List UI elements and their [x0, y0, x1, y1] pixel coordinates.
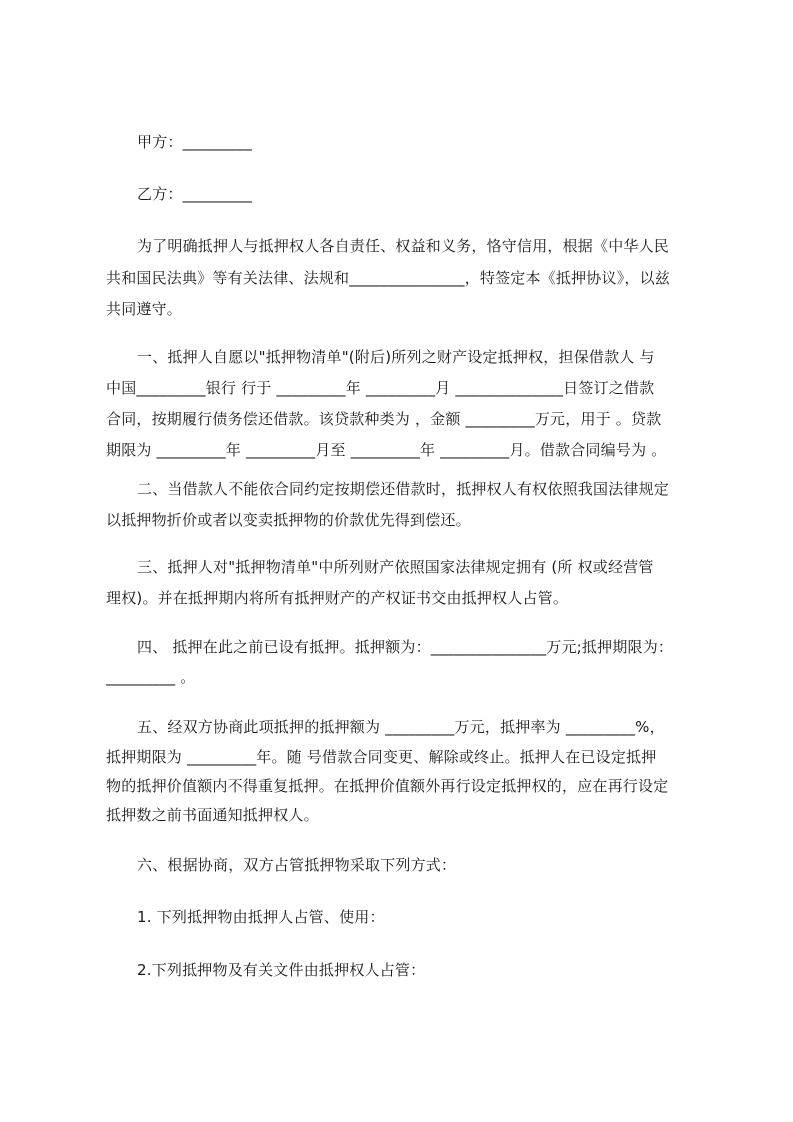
intro-line-3: 共同遵守。	[106, 300, 183, 318]
clause-3-line-2: 理权)。并在抵押期内将所有抵押财产的产权证书交由抵押权人占管。	[106, 589, 569, 607]
clause-5-line-1: 五、经双方协商此项抵押的抵押额为 _________万元，抵押率为 _________%，	[137, 718, 665, 736]
clause-5-line-3: 物的抵押价值额内不得重复抵押。在抵押价值额外再行设定抵押权的，应在再行设定	[106, 777, 669, 795]
intro-line-2: 共和国民法典》等有关法律、法规和_______________，特签定本《抵押协议》，以兹	[106, 269, 671, 287]
clause-1-line-4: 期限为 _________年 _________月至 _________年 _________月。借款合同编号为 。	[106, 441, 667, 459]
clause-6-line: 六、根据协商，双方占管抵押物采取下列方式：	[137, 856, 457, 874]
clause-1-line-2: 中国_________银行 行于 _________年 _________月 ______________日签订之借款	[106, 379, 655, 397]
item-1-line: 1. 下列抵押物由抵押人占管、使用：	[137, 908, 385, 926]
clause-2-line-1: 二、当借款人不能依合同约定按期偿还借款时，抵押权人有权依照我国法律规定	[137, 480, 670, 498]
party-b-line: 乙方：_________	[137, 185, 252, 203]
clause-1-line-1: 一、抵押人自愿以"抵押物清单"(附后)所列之财产设定抵押权，担保借款人 与	[137, 348, 655, 366]
item-2-line: 2.下列抵押物及有关文件由抵押权人占管：	[137, 961, 426, 979]
clause-3-line-1: 三、抵押人对"抵押物清单"中所列财产依照国家法律规定拥有 (所 权或经营管	[137, 558, 654, 576]
party-a-line: 甲方：_________	[137, 133, 252, 151]
clause-5-line-2: 抵押期限为 _________年。随 号借款合同变更、解除或终止。抵押人在已设定抵押	[106, 748, 657, 766]
clause-4-line-1: 四、 抵押在此之前已设有抵押。抵押额为：_______________万元;抵押期限为：	[137, 638, 674, 656]
intro-line-1: 为了明确抵押人与抵押权人各自责任、权益和义务，恪守信用，根据《中华人民	[137, 237, 670, 255]
clause-1-line-3: 合同，按期履行债务偿还借款。该贷款种类为 ，金额 _________万元，用于 。贷款	[106, 410, 662, 428]
clause-5-line-4: 抵押数之前书面通知抵押权人。	[106, 806, 319, 824]
clause-2-line-2: 以抵押物折价或者以变卖抵押物的价款优先得到偿还。	[106, 511, 471, 529]
clause-4-line-2: _________ 。	[106, 668, 196, 686]
